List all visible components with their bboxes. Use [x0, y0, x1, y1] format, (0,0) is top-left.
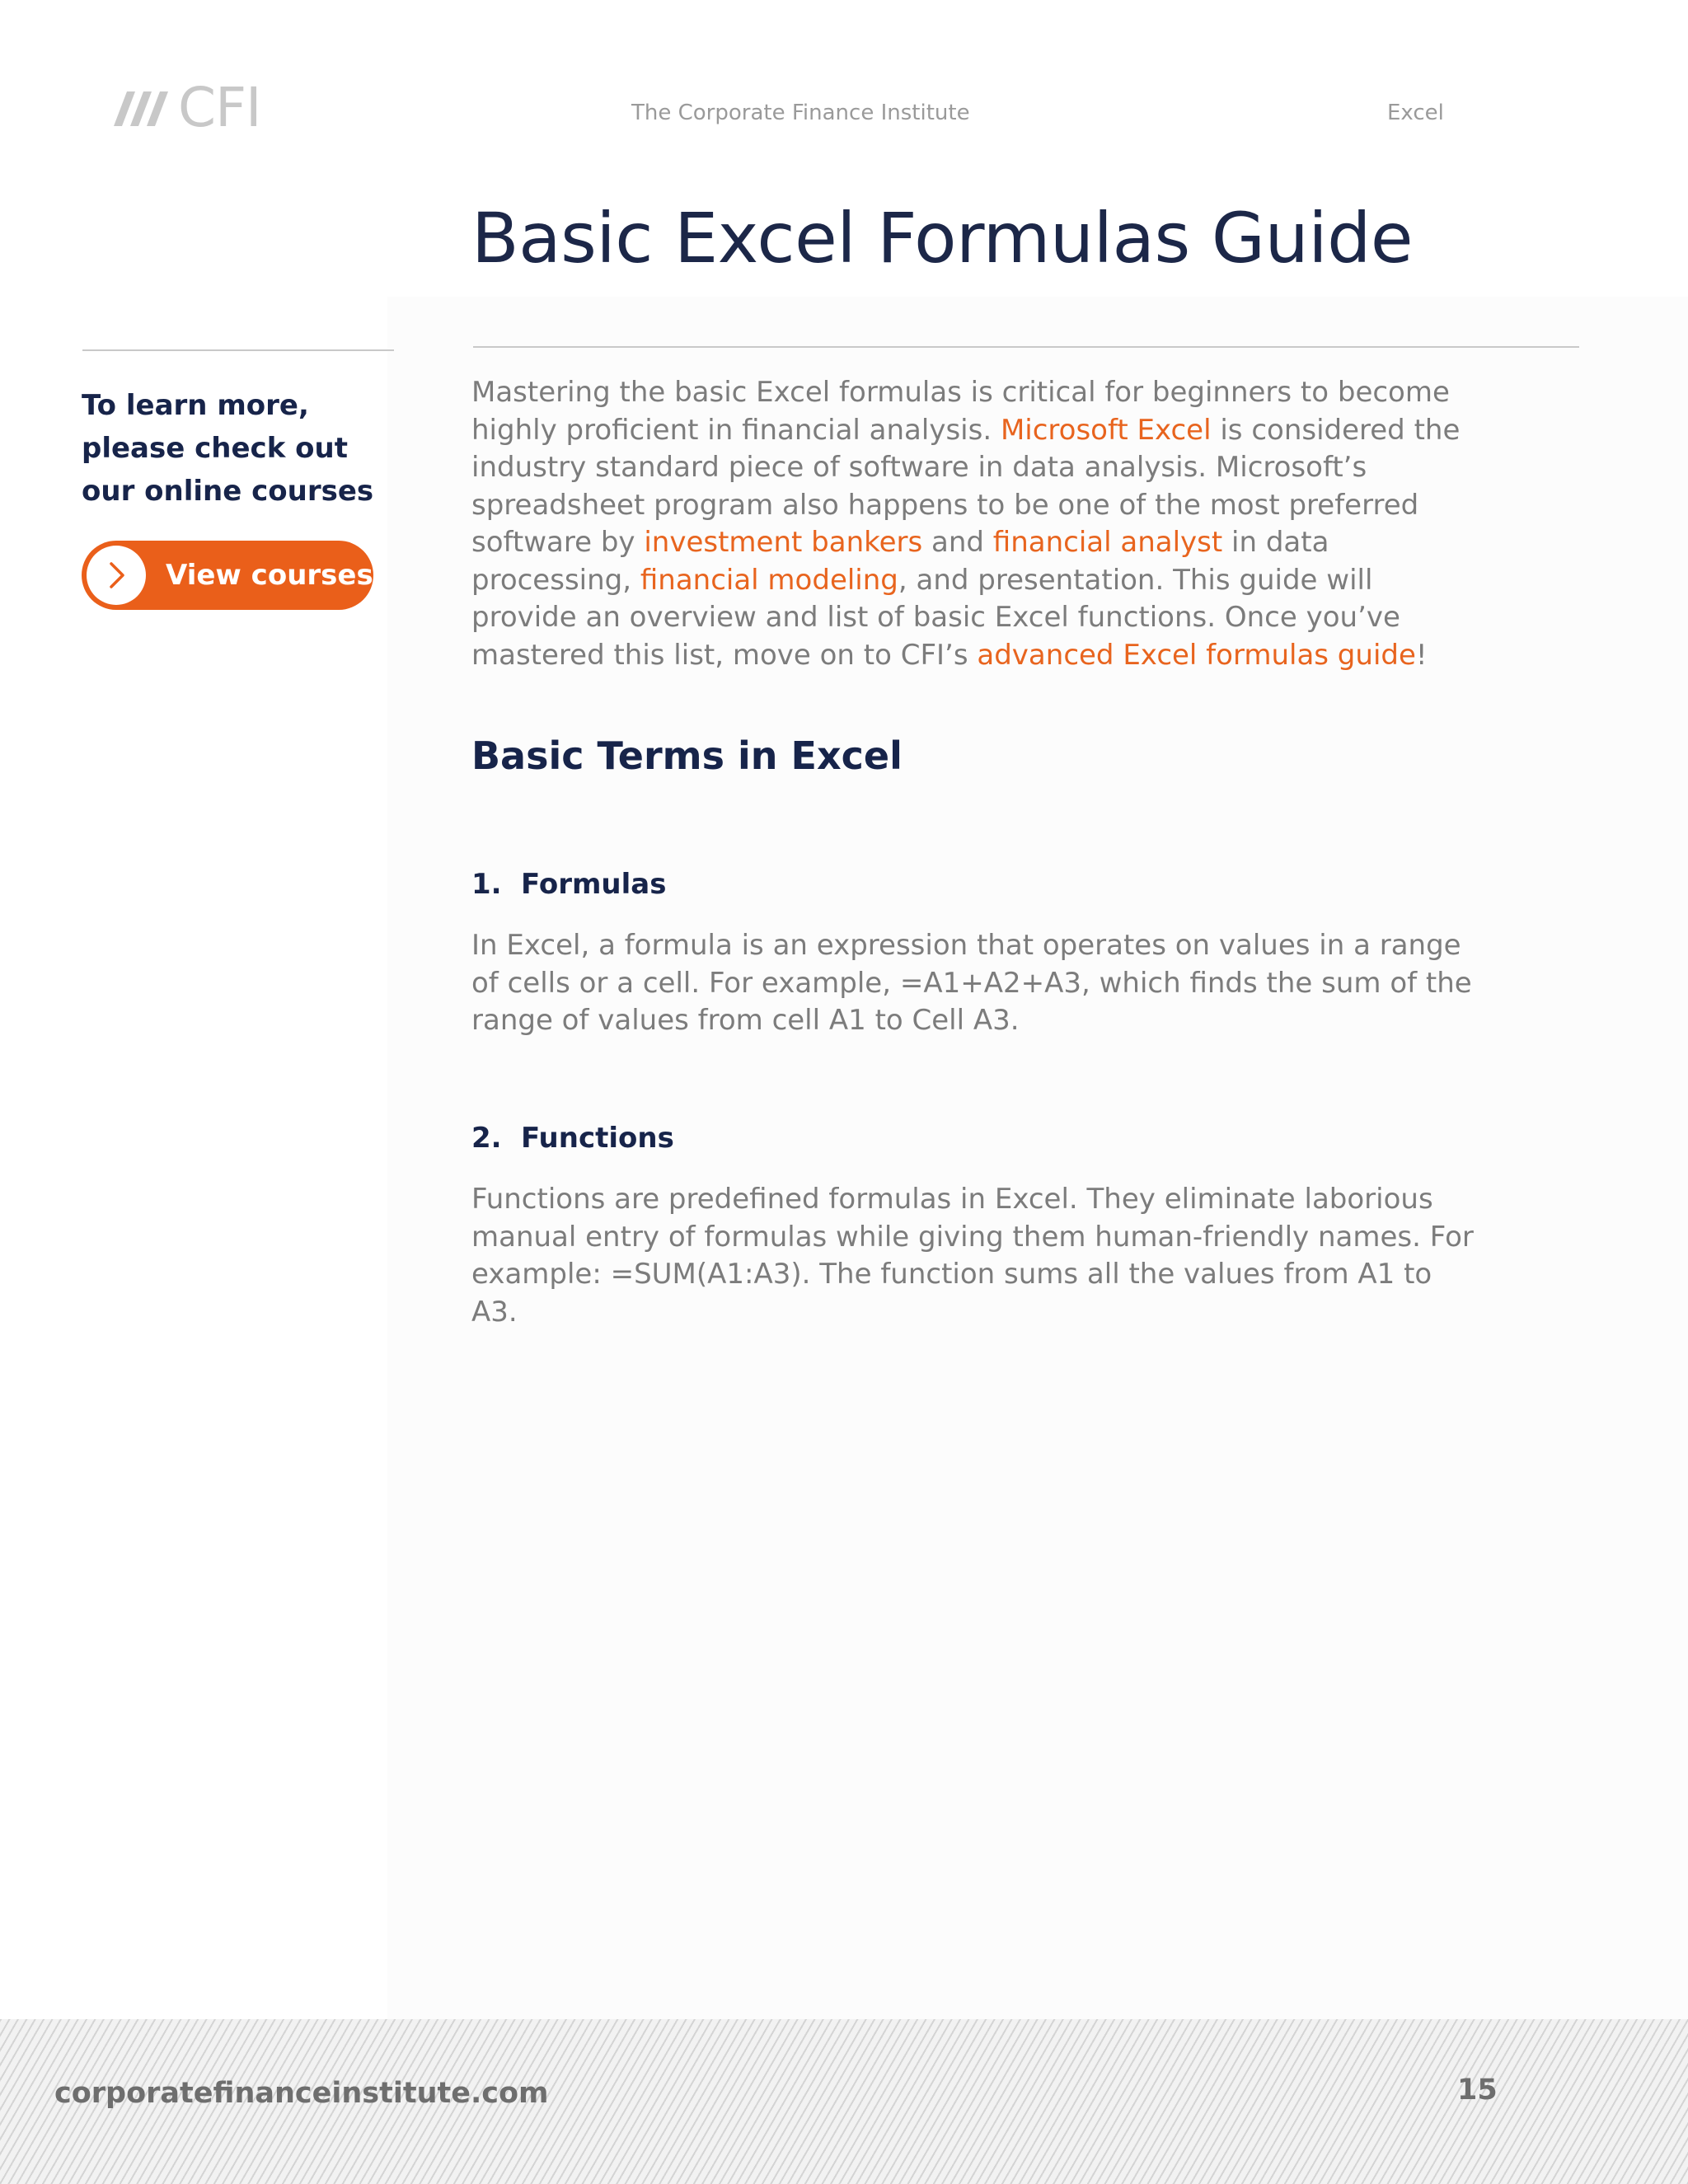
intro-text: !	[1415, 638, 1428, 672]
item-title: Formulas	[521, 868, 667, 901]
page-title: Basic Excel Formulas Guide	[471, 198, 1414, 279]
header-category: Excel	[1387, 101, 1444, 125]
logo-text: CFI	[178, 76, 261, 139]
intro-text: , and presentation. This guide will provide an overview and list of basic Excel functions. Once you’ve mastered this list, move on to CFI’s	[471, 563, 1400, 672]
intro-text: and	[922, 526, 993, 559]
item-text-functions: Functions are predefined formulas in Excel. They eliminate laborious manual entry of formulas while giving them human-friendly names. For example: =SUM(A1:A3). The function sums all the values from A1 to A3.	[471, 1183, 1474, 1329]
intro-text: Mastering the basic Excel formulas is critical for beginners to become highly proficient in financial analysis.	[471, 376, 1450, 447]
item-number: 1.	[471, 868, 502, 901]
intro-text: is considered the industry standard piece of software in data analysis. Microsoft’s spreadsheet program also happens to be one of the most preferred software by	[471, 413, 1461, 559]
view-courses-label: View courses	[166, 559, 373, 592]
item-heading-formulas	[471, 868, 666, 901]
item-heading-functions	[471, 1122, 674, 1155]
sidebar-divider	[82, 349, 394, 351]
chevron-right-icon	[87, 546, 146, 605]
cfi-logo-icon	[112, 85, 168, 131]
intro-text: in data processing,	[471, 526, 1329, 597]
footer-website[interactable]: corporatefinanceinstitute.com	[54, 2077, 549, 2110]
view-courses-button[interactable]	[82, 541, 373, 610]
page-number: 15	[1457, 2074, 1498, 2107]
link-advanced-excel-formulas-guide[interactable]: advanced Excel formulas guide	[977, 638, 1416, 672]
link-financial-analyst[interactable]: financial analyst	[992, 526, 1223, 559]
intro-paragraph	[471, 374, 1485, 674]
link-investment-bankers[interactable]: investment bankers	[644, 526, 923, 559]
sidebar-promo-text: To learn more, please check out our online courses	[82, 389, 374, 508]
link-financial-modeling[interactable]: financial modeling	[640, 563, 898, 597]
item-text-formulas: In Excel, a formula is an expression that operates on values in a range of cells or a cell. For example, =A1+A2+A3, which finds the sum of the range of values from cell A1 to Cell A3.	[471, 929, 1472, 1037]
header-institute-name: The Corporate Finance Institute	[631, 101, 970, 125]
cfi-logo	[112, 76, 261, 139]
link-microsoft-excel[interactable]: Microsoft Excel	[1000, 413, 1212, 447]
title-divider	[473, 346, 1579, 348]
item-number: 2.	[471, 1122, 502, 1155]
section-heading: Basic Terms in Excel	[471, 733, 903, 778]
item-title: Functions	[521, 1122, 674, 1155]
